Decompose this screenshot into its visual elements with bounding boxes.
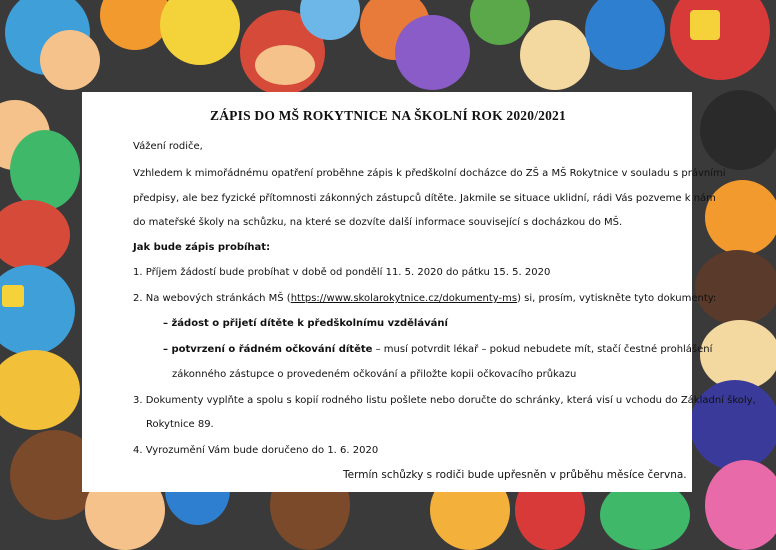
step-3: 3. Dokumenty vyplňte a spolu s kopií rodného listu pošlete nebo doručte do schránky, která visí u vchodu do Základní školy, [133, 395, 756, 406]
document-item-vaccination [163, 344, 712, 355]
step-3-cont: Rokytnice 89. [146, 419, 214, 430]
document-item-application: – žádost o přijetí dítěte k předškolnímu vzdělávání [163, 318, 448, 329]
step-2-suffix: ) si, prosím, vytiskněte tyto dokumenty: [517, 293, 717, 304]
step-4: 4. Vyrozumění Vám bude doručeno do 1. 6. 2020 [133, 445, 379, 456]
document-item-vaccination-note: – musí potvrdit lékař – pokud nebudete mít, stačí čestné prohlášení [372, 344, 713, 355]
step-1: 1. Příjem žádostí bude probíhat v době od pondělí 11. 5. 2020 do pátku 15. 5. 2020 [133, 267, 551, 278]
intro-line: Vzhledem k mimořádnému opatření proběhne zápis k předškolní docházce do ZŠ a MŠ Rokytnice v souladu s právními [133, 168, 726, 179]
footer-note: Termín schůzky s rodiči bude upřesněn v průběhu měsíce června. [343, 469, 687, 481]
page-title: ZÁPIS DO MŠ ROKYTNICE NA ŠKOLNÍ ROK 2020/2021 [210, 108, 566, 123]
intro-line: do mateřské školy na schůzku, na které se dozvíte další informace související s docházkou do MŠ. [133, 217, 623, 228]
section-heading: Jak bude zápis probíhat: [133, 242, 271, 253]
step-2-prefix: 2. Na webových stránkách MŠ ( [133, 293, 291, 304]
step-2 [133, 293, 716, 304]
document-item-vaccination-cont: zákonného zástupce o provedeném očkování a přiložte kopii očkovacího průkazu [172, 369, 577, 380]
greeting: Vážení rodiče, [133, 141, 203, 152]
documents-link[interactable]: https://www.skolarokytnice.cz/dokumenty-ms [290, 293, 518, 304]
document-item-vaccination-title: – potvrzení o řádném očkování dítěte [163, 344, 373, 355]
intro-line: předpisy, ale bez fyzické přítomnosti zákonných zástupců dítěte. Jakmile se situace uklidní, rádi Vás pozveme k nám [133, 193, 716, 204]
